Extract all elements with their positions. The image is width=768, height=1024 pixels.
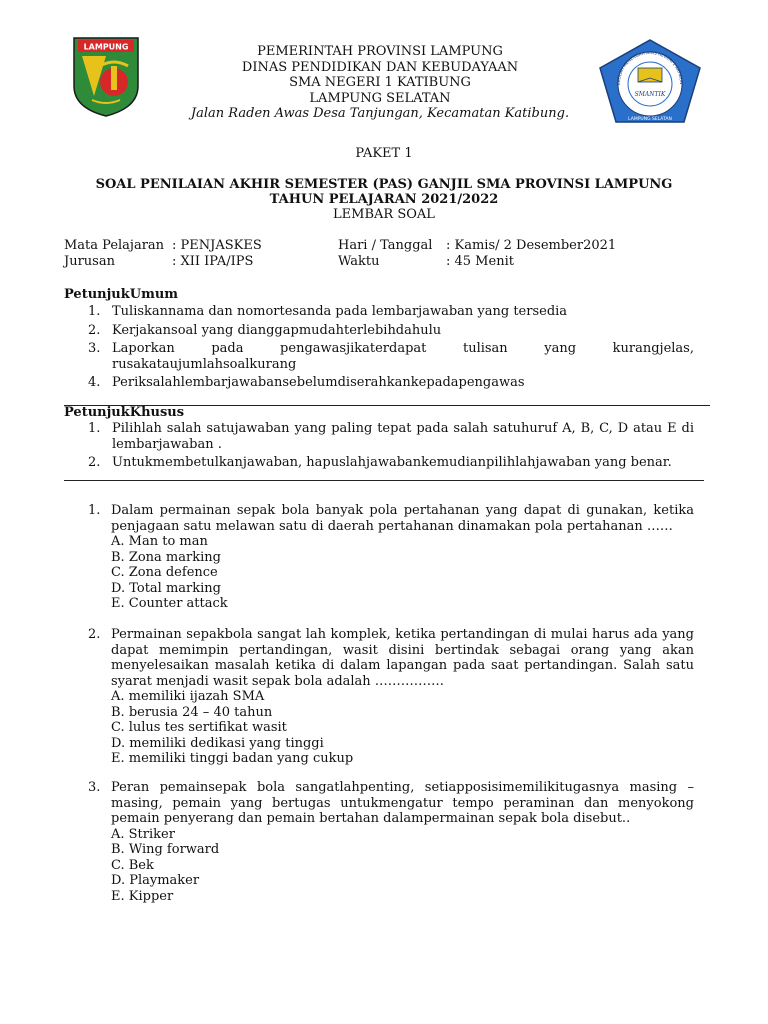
subject-label: Mata Pelajaran [64, 238, 165, 253]
letterhead-line-3: SMA NEGERI 1 KATIBUNG [289, 75, 471, 90]
general-instructions-title: PetunjukUmum [64, 287, 179, 302]
answer-option: C. lulus tes sertifikat wasit [111, 720, 287, 735]
answer-option: B. Wing forward [111, 842, 220, 857]
instruction-item [88, 304, 694, 320]
lampung-logo-label: LAMPUNG [83, 42, 129, 52]
instruction-number: 3. [88, 341, 101, 356]
answer-option: A. Man to man [111, 534, 208, 549]
instruction-text: Tuliskannama dan nomortesanda pada lembarjawaban yang tersedia [112, 304, 568, 319]
question-text: Peran pemainsepak bola sangatlahpenting, setiapposisimemilikitugasnya masing – masing, pemain yang bertugas untukmengatur tempo peraminan dan menyokong pemain penyerang dan pemain bertahan dalampermainan sepak bola disebut.. [111, 780, 694, 826]
instruction-number: 2. [88, 455, 101, 470]
instruction-text: Untukmembetulkanjawaban, hapuslahjawabankemudianpilihlahjawaban yang benar. [112, 455, 672, 470]
question-number: 3. [88, 780, 101, 795]
school-logo-ring-text: EKOLAH MENENGAH ATAS NEGERI 1 KATIBUN [615, 49, 685, 85]
instruction-text: Laporkan pada pengawasjikaterdapat tulisan yang kurangjelas, rusakataujumlahsoalkurang [112, 341, 694, 372]
school-logo-bottom-text: LAMPUNG SELATAN [628, 117, 672, 122]
instruction-text: Pilihlah salah satujawaban yang paling tepat pada salah satuhuruf A, B, C, D atau E di lembarjawaban . [112, 421, 694, 452]
instruction-number: 2. [88, 322, 101, 338]
answer-option: D. Playmaker [111, 873, 200, 888]
date-label: Hari / Tanggal [338, 238, 433, 253]
answer-option: B. berusia 24 – 40 tahun [111, 704, 273, 720]
instruction-number: 1. [88, 304, 101, 319]
instruction-number: 4. [88, 375, 101, 390]
instruction-text: Kerjakansoal yang dianggapmudahterlebihdahulu [112, 322, 442, 338]
question-text: Permainan sepakbola sangat lah komplek, ketika pertandingan di mulai harus ada yang dapat memimpin pertandingan, wasit disini bertindak sebagai orang yang akan menyelesaikan masalah ketika di dalam lapangan pada saat pertandingan. Salah satu syarat menjadi wasit sepak bola adalah ……………. [111, 627, 694, 689]
subject-value: : PENJASKES [172, 238, 262, 253]
instruction-item [88, 455, 694, 471]
instruction-number: 1. [88, 421, 101, 436]
answer-option: A. memiliki ijazah SMA [111, 689, 265, 704]
instruction-item [88, 341, 694, 372]
divider [64, 480, 704, 481]
question-item [88, 780, 694, 904]
time-value: : 45 Menit [446, 254, 514, 269]
letterhead-line-4: LAMPUNG SELATAN [309, 90, 451, 106]
instruction-text: Periksalahlembarjawabansebelumdiserahkankepadapengawas [112, 375, 525, 390]
general-instructions-list [88, 304, 694, 394]
school-emblem-logo [598, 38, 702, 124]
answer-option: E. memiliki tinggi badan yang cukup [111, 751, 354, 766]
question-item [88, 503, 694, 612]
answer-option: D. memiliki dedikasi yang tinggi [111, 735, 324, 751]
answer-option: E. Counter attack [111, 596, 228, 611]
answer-option: B. Zona marking [111, 549, 221, 565]
answer-option: A. Striker [111, 826, 175, 842]
school-logo-label: SMANTIK [634, 91, 666, 98]
instruction-item [88, 421, 694, 452]
question-number: 2. [88, 627, 101, 642]
letterhead-line-2: DINAS PENDIDIKAN DAN KEBUDAYAAN [241, 59, 519, 75]
time-label: Waktu [338, 254, 380, 269]
academic-year: TAHUN PELAJARAN 2021/2022 [269, 192, 499, 207]
answer-option: C. Bek [111, 857, 154, 873]
question-text: Dalam permainan sepak bola banyak pola pertahanan yang dapat di gunakan, ketika penjagaan satu melawan satu di daerah pertahanan dinamakan pola pertahanan …… [111, 503, 694, 534]
lampung-emblem-logo [72, 36, 140, 118]
letterhead-address: Jalan Raden Awas Desa Tanjungan, Kecamatan Katibung. [190, 106, 570, 121]
specific-instructions-title: PetunjukKhusus [64, 405, 185, 420]
major-value: : XII IPA/IPS [172, 254, 254, 269]
answer-option: C. Zona defence [111, 565, 218, 580]
major-label: Jurusan [64, 254, 115, 269]
exam-title: SOAL PENILAIAN AKHIR SEMESTER (PAS) GANJIL SMA PROVINSI LAMPUNG [95, 177, 673, 192]
answer-option: E. Kipper [111, 888, 174, 904]
sheet-label: LEMBAR SOAL [333, 207, 435, 222]
paket-label: PAKET 1 [355, 146, 413, 161]
instruction-item [88, 375, 694, 391]
answer-option: D. Total marking [111, 580, 221, 596]
letterhead-line-1: PEMERINTAH PROVINSI LAMPUNG [257, 44, 503, 59]
question-number: 1. [88, 503, 101, 518]
question-item [88, 627, 694, 767]
letterhead [150, 44, 610, 122]
date-value: : Kamis/ 2 Desember2021 [446, 238, 617, 253]
instruction-item [88, 323, 694, 339]
specific-instructions-list [88, 421, 694, 474]
